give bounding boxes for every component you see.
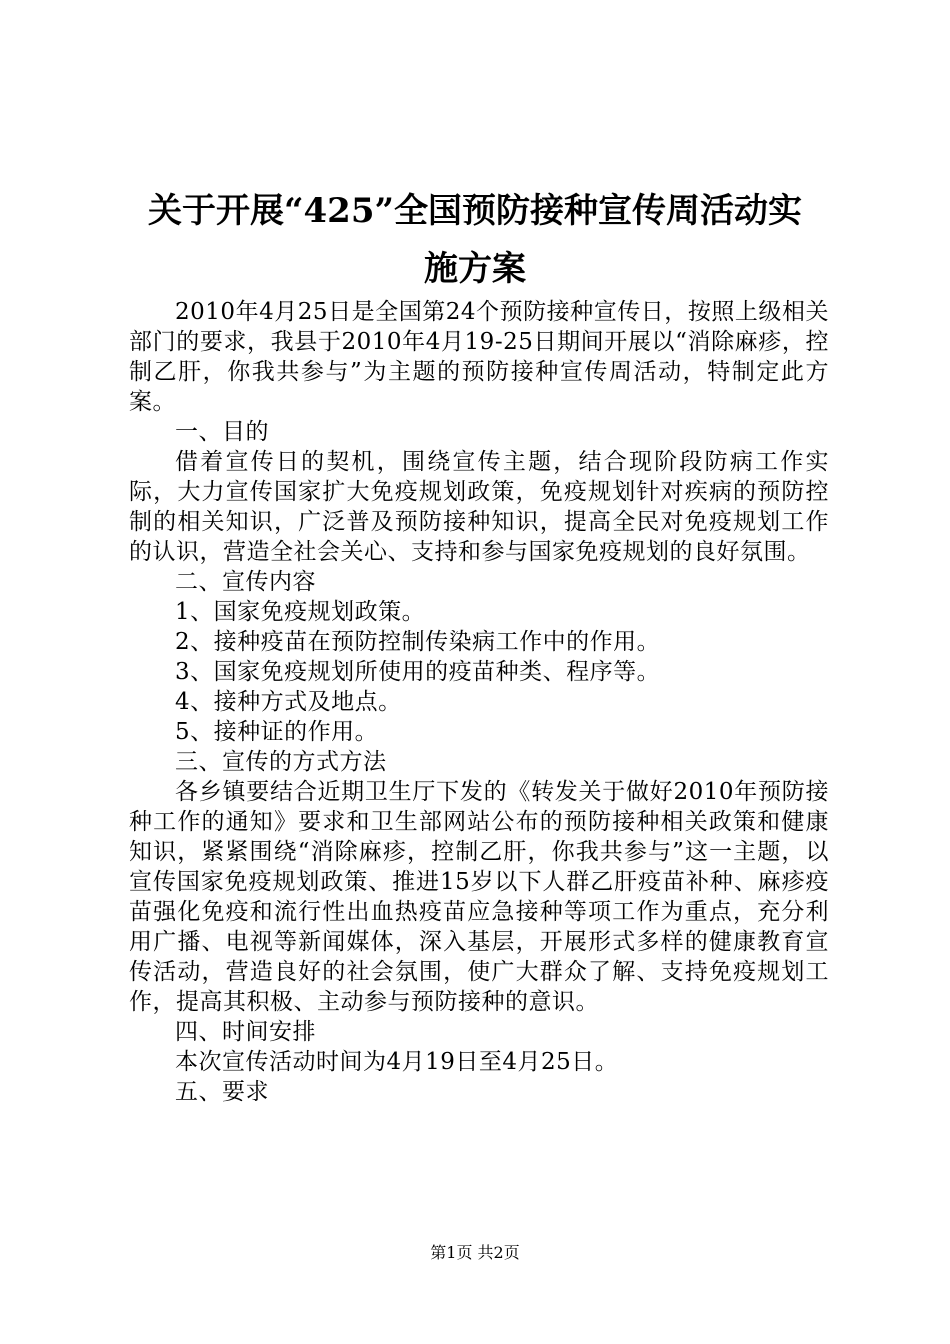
section-2-item: 5、接种证的作用。 [175,719,379,745]
section-4-heading: 四、时间安排 [175,1019,316,1045]
section-2-item: 1、国家免疫规划政策。 [175,599,426,625]
section-3-paragraph: 各乡镇要结合近期卫生厅下发的《转发关于做好2010年预防接种工作的通知》要求和卫生部网站公布的预防接种相关政策和健康知识，紧紧围绕“消除麻疹，控制乙肝，你我共参与”这一主题，以宣传国家免疫规划政策、推进15岁以下人群乙肝疫苗补种、麻疹疫苗强化免疫和流行性出血热疫苗应急接种等项工作为重点，充分利用广播、电视等新闻媒体，深入基层，开展形式多样的健康教育宣传活动，营造良好的社会氛围，使广大群众了解、支持免疫规划工作，提高其积极、主动参与预防接种的意识。 [129,779,829,1015]
section-2-item: 4、接种方式及地点。 [175,689,402,715]
section-2-item: 2、接种疫苗在预防控制传染病工作中的作用。 [175,629,661,655]
document-title-line-2: 施方案 [424,249,526,289]
section-2-item: 3、国家免疫规划所使用的疫苗种类、程序等。 [175,659,661,685]
section-1-heading: 一、目的 [175,419,269,445]
section-4-paragraph: 本次宣传活动时间为4月19日至4月25日。 [175,1049,619,1075]
section-3-heading: 三、宣传的方式方法 [175,749,387,775]
document-title-line-1: 关于开展“425”全国预防接种宣传周活动实 [147,191,803,231]
document-body [129,297,829,1107]
section-2-heading: 二、宣传内容 [175,569,316,595]
section-5-heading: 五、要求 [175,1079,269,1105]
section-1-paragraph: 借着宣传日的契机，围绕宣传主题，结合现阶段防病工作实际，大力宣传国家扩大免疫规划政策，免疫规划针对疾病的预防控制的相关知识，广泛普及预防接种知识，提高全民对免疫规划工作的认识，营造全社会关心、支持和参与国家免疫规划的良好氛围。 [129,449,829,565]
page-number-footer: 第1页 共2页 [430,1243,520,1262]
intro-paragraph: 2010年4月25日是全国第24个预防接种宣传日，按照上级相关部门的要求，我县于2010年4月19-25日期间开展以“消除麻疹，控制乙肝，你我共参与”为主题的预防接种宣传周活动，特制定此方案。 [129,299,829,415]
